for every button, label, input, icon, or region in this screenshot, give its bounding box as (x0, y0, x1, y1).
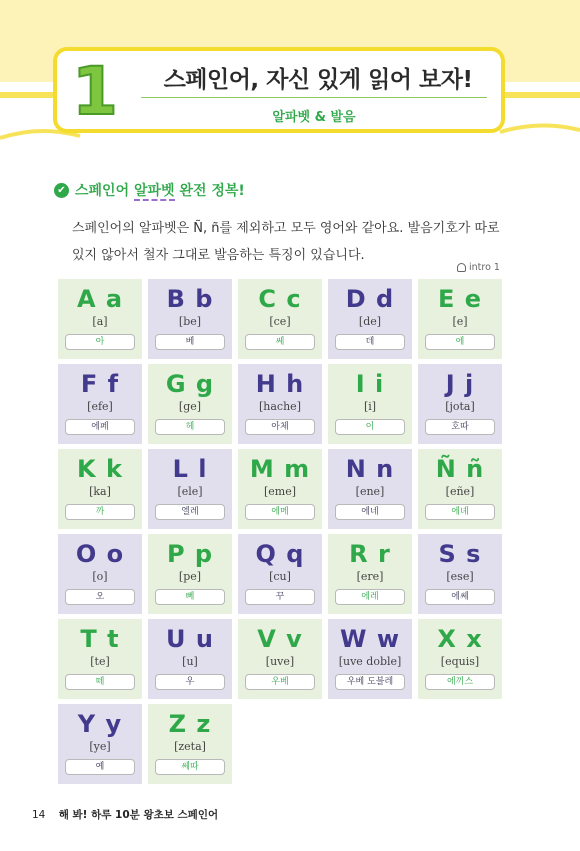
letter-glyph: P p (166, 540, 214, 568)
letter-name: [o] (92, 570, 108, 583)
letter-name: [eñe] (445, 485, 475, 498)
letter-glyph: N n (345, 455, 395, 483)
alphabet-card (328, 449, 412, 529)
alphabet-card (58, 534, 142, 614)
pronunciation-label: 떼 (65, 674, 135, 690)
section-heading (54, 180, 245, 200)
title-divider (141, 97, 487, 98)
pronunciation-label: 에 (425, 334, 495, 350)
alphabet-card (148, 619, 232, 699)
check-circle-icon: ✔ (54, 183, 69, 198)
letter-name: [uve] (265, 655, 295, 668)
letter-name: [hache] (259, 400, 301, 413)
pronunciation-label: 에네 (335, 504, 405, 520)
alphabet-card (58, 449, 142, 529)
pronunciation-label: 우 (155, 674, 225, 690)
letter-name: [i] (363, 400, 377, 413)
section-title (75, 180, 245, 200)
letter-glyph: M m (249, 455, 311, 483)
alphabet-card (148, 364, 232, 444)
alphabet-card (238, 449, 322, 529)
letter-name: [ele] (177, 485, 203, 498)
pronunciation-label: 데 (335, 334, 405, 350)
alphabet-card (58, 364, 142, 444)
letter-name: [ka] (89, 485, 111, 498)
section-title-part: 스페인어 (75, 183, 134, 199)
page-footer (32, 807, 218, 822)
letter-glyph: C c (258, 285, 302, 313)
pronunciation-label: 에레 (335, 589, 405, 605)
alphabet-card (148, 534, 232, 614)
letter-name: [de] (358, 315, 382, 328)
alphabet-card (148, 704, 232, 784)
letter-glyph: E e (437, 285, 483, 313)
letter-name: [ene] (355, 485, 385, 498)
letter-glyph: D d (345, 285, 395, 313)
page-subtitle: 알파벳 & 발음 (272, 110, 356, 125)
section-title-part: 완전 정복! (174, 183, 245, 199)
pronunciation-label: 까 (65, 504, 135, 520)
letter-glyph: B b (166, 285, 214, 313)
letter-glyph: Z z (168, 710, 212, 738)
pronunciation-label: 에메 (245, 504, 315, 520)
chapter-banner (53, 47, 505, 133)
letter-name: [ese] (446, 570, 474, 583)
letter-name: [efe] (87, 400, 113, 413)
letter-name: [be] (178, 315, 202, 328)
book-title: 해 봐! 하루 10분 왕초보 스페인어 (58, 809, 219, 821)
letter-glyph: K k (77, 455, 123, 483)
pronunciation-label: 호따 (425, 419, 495, 435)
pronunciation-label: 엘레 (155, 504, 225, 520)
letter-glyph: Y y (77, 710, 123, 738)
pronunciation-label: 베 (155, 334, 225, 350)
pronunciation-label: 예 (65, 759, 135, 775)
alphabet-card (148, 279, 232, 359)
pronunciation-label: 아체 (245, 419, 315, 435)
alphabet-card (328, 619, 412, 699)
letter-glyph: F f (80, 370, 120, 398)
letter-glyph: S s (438, 540, 482, 568)
letter-name: [u] (182, 655, 198, 668)
alphabet-card (328, 534, 412, 614)
intro-paragraph (72, 215, 512, 269)
letter-name: [pe] (178, 570, 202, 583)
chapter-number: 1 (72, 53, 118, 130)
headphones-icon (457, 263, 466, 272)
alphabet-grid (58, 279, 503, 786)
alphabet-card (418, 619, 502, 699)
letter-name: [te] (90, 655, 110, 668)
letter-glyph: I i (355, 370, 385, 398)
alphabet-card (418, 364, 502, 444)
letter-name: [ye] (89, 740, 111, 753)
alphabet-card (148, 449, 232, 529)
letter-name: [e] (452, 315, 468, 328)
letter-name: [uve doble] (338, 655, 402, 668)
letter-name: [a] (92, 315, 108, 328)
letter-name: [eme] (263, 485, 297, 498)
pronunciation-label: 쎄 (245, 334, 315, 350)
letter-glyph: O o (75, 540, 125, 568)
alphabet-card (58, 619, 142, 699)
alphabet-card (418, 534, 502, 614)
pronunciation-label: 헤 (155, 419, 225, 435)
page-number: 14 (32, 809, 46, 821)
letter-glyph: U u (166, 625, 214, 653)
alphabet-card (238, 279, 322, 359)
pronunciation-label: 에페 (65, 419, 135, 435)
pronunciation-label: 에녜 (425, 504, 495, 520)
letter-name: [cu] (269, 570, 291, 583)
letter-name: [zeta] (174, 740, 206, 753)
section-title-highlight: 알파벳 (133, 183, 175, 199)
alphabet-card (418, 279, 502, 359)
pronunciation-label: 에끼스 (425, 674, 495, 690)
letter-glyph: J j (445, 370, 475, 398)
letter-glyph: A a (76, 285, 124, 313)
letter-name: [ce] (269, 315, 291, 328)
alphabet-card (328, 364, 412, 444)
letter-glyph: L l (172, 455, 208, 483)
pronunciation-label: 쎄따 (155, 759, 225, 775)
letter-glyph: W w (340, 625, 400, 653)
pronunciation-label: 뻬 (155, 589, 225, 605)
letter-name: [equis] (440, 655, 480, 668)
letter-glyph: R r (349, 540, 391, 568)
letter-name: [ge] (178, 400, 202, 413)
alphabet-card (238, 364, 322, 444)
letter-glyph: X x (437, 625, 483, 653)
letter-glyph: Q q (255, 540, 305, 568)
pronunciation-label: 오 (65, 589, 135, 605)
letter-name: [ere] (356, 570, 384, 583)
page-title: 스페인어, 자신 있게 읽어 보자! (163, 67, 473, 93)
pronunciation-label: 에쎄 (425, 589, 495, 605)
alphabet-card (58, 279, 142, 359)
pronunciation-label: 꾸 (245, 589, 315, 605)
letter-glyph: V v (257, 625, 303, 653)
audio-track-label: intro 1 (469, 262, 500, 273)
audio-track[interactable] (457, 262, 500, 273)
intro-line: 있지 않아서 철자 그대로 발음하는 특징이 있습니다. (72, 248, 365, 263)
alphabet-card (238, 534, 322, 614)
pronunciation-label: 우베 (245, 674, 315, 690)
letter-name: [jota] (445, 400, 475, 413)
alphabet-card (418, 449, 502, 529)
letter-glyph: H h (255, 370, 305, 398)
alphabet-card (328, 279, 412, 359)
intro-line: 스페인어의 알파벳은 Ñ, ñ를 제외하고 모두 영어와 같아요. 발음기호가 따로 (72, 221, 500, 236)
letter-glyph: G g (165, 370, 215, 398)
pronunciation-label: 우베 도블레 (335, 674, 405, 690)
pronunciation-label: 이 (335, 419, 405, 435)
alphabet-card (58, 704, 142, 784)
pronunciation-label: 아 (65, 334, 135, 350)
alphabet-card (238, 619, 322, 699)
letter-glyph: Ñ ñ (435, 455, 485, 483)
letter-glyph: T t (80, 625, 120, 653)
